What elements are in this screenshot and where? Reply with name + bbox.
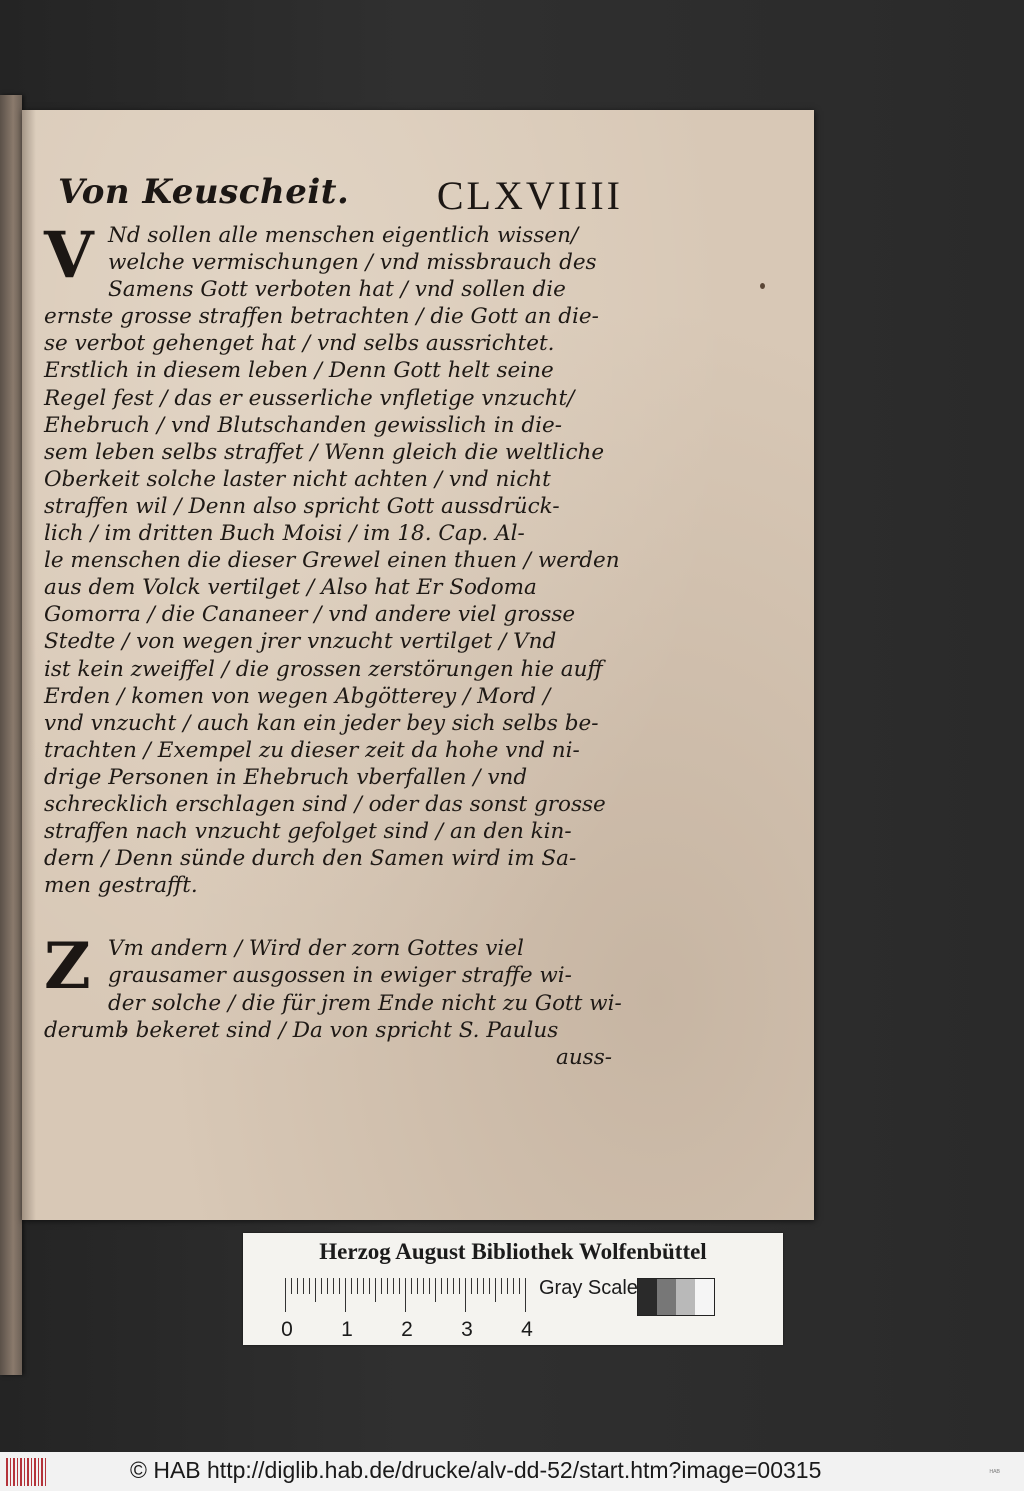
ruler-number: 0 [281, 1318, 293, 1341]
ruler-tick [501, 1278, 502, 1294]
folio-number: CLXVIIII [436, 173, 623, 218]
text-line: welche vermischungen / vnd missbrauch des [108, 250, 597, 276]
drop-initial: Z [44, 929, 91, 1004]
text-line: dern / Denn sünde durch den Samen wird im Sa- [44, 846, 577, 872]
ruler-tick [399, 1278, 400, 1294]
page-header [58, 172, 623, 222]
ruler-tick [417, 1278, 418, 1294]
ruler-number: 2 [401, 1318, 413, 1341]
text-line: Gomorra / die Cananeer / vnd andere viel grosse [44, 602, 576, 628]
text-line: ist kein zweiffel / die grossen zerstörungen hie auff [44, 656, 603, 682]
running-title: Von Keuscheit. [58, 172, 350, 212]
ruler-tick [405, 1278, 406, 1312]
footer-mark: ᴴᴬᴮ [989, 1468, 1000, 1477]
ruler-tick [375, 1278, 376, 1302]
ruler-tick [357, 1278, 358, 1294]
gray-patch [657, 1279, 676, 1315]
ruler-tick [351, 1278, 352, 1294]
ruler-tick [321, 1278, 322, 1294]
text-line: Oberkeit solche laster nicht achten / vnd nicht [44, 466, 551, 492]
gray-patch [638, 1279, 657, 1315]
ruler-tick [441, 1278, 442, 1294]
ruler-tick [447, 1278, 448, 1294]
text-line: trachten / Exempel zu dieser zeit da hohe vnd ni- [44, 737, 580, 763]
ruler-tick [519, 1278, 520, 1294]
text-line: straffen nach vnzucht gefolget sind / an den kin- [44, 819, 572, 845]
footer-bar [0, 1452, 1024, 1491]
ruler-tick [513, 1278, 514, 1294]
ruler-tick [297, 1278, 298, 1294]
drop-initial: V [44, 218, 94, 293]
text-line: derumb bekeret sind / Da von spricht S. Paulus [44, 1017, 559, 1043]
ruler-tick [411, 1278, 412, 1294]
text-line: schrecklich erschlagen sind / oder das sonst grosse [44, 791, 606, 817]
color-calibration-bar [243, 1233, 783, 1345]
text-line: Nd sollen alle menschen eigentlich wissen/ [108, 223, 579, 248]
barcode-logo-icon [6, 1458, 46, 1486]
ruler-tick [459, 1278, 460, 1294]
ruler-tick [471, 1278, 472, 1294]
ruler-tick [387, 1278, 388, 1294]
ruler-tick [429, 1278, 430, 1294]
text-line: vnd vnzucht / auch kan ein jeder bey sich selbs be- [44, 710, 599, 736]
text-line: Stedte / von wegen jrer vnzucht vertilget / Vnd [44, 629, 557, 655]
catchword: auss- [556, 1044, 612, 1070]
ruler-number: 4 [521, 1318, 533, 1341]
ruler-tick [327, 1278, 328, 1294]
ruler-tick [291, 1278, 292, 1294]
text-line: Ehebruch / vnd Blutschanden gewisslich in die- [44, 412, 562, 438]
text-line: der solche / die für jrem Ende nicht zu Gott wi- [108, 990, 622, 1016]
gray-patch [695, 1279, 714, 1315]
text-line: ernste grosse straffen betrachten / die Gott an die- [44, 304, 599, 330]
text-line: sem leben selbs straffet / Wenn gleich die weltliche [44, 439, 605, 465]
ruler-tick [453, 1278, 454, 1294]
text-line: Regel fest / das er eusserliche vnfletige vnzucht/ [44, 385, 575, 411]
ruler-tick [345, 1278, 346, 1312]
text-line: Erden / komen von wegen Abgötterey / Mord / [44, 683, 551, 709]
ruler-tick [483, 1278, 484, 1294]
gray-scale-patches [637, 1278, 715, 1316]
ruler [285, 1278, 525, 1312]
calibration-title: Herzog August Bibliothek Wolfenbüttel [319, 1239, 707, 1264]
ruler-tick [495, 1278, 496, 1302]
text-line: lich / im dritten Buch Moisi / im 18. Cap. Al- [44, 521, 525, 547]
ruler-tick [393, 1278, 394, 1294]
ruler-tick [363, 1278, 364, 1294]
ruler-tick [381, 1278, 382, 1294]
text-line: aus dem Volck vertilget / Also hat Er Sodoma [44, 575, 537, 601]
text-line: drige Personen in Ehebruch vberfallen / vnd [44, 764, 528, 790]
ruler-tick [339, 1278, 340, 1294]
text-line: Samens Gott verboten hat / vnd sollen die [108, 277, 566, 303]
text-line: grausamer ausgossen in ewiger straffe wi- [108, 963, 572, 989]
gray-patch [676, 1279, 695, 1315]
ruler-tick [333, 1278, 334, 1294]
gray-scale-label: Gray Scale [539, 1277, 638, 1299]
ruler-tick [309, 1278, 310, 1294]
ruler-tick [525, 1278, 526, 1312]
text-line: men gestrafft. [44, 873, 198, 899]
ruler-tick [303, 1278, 304, 1294]
ruler-tick [489, 1278, 490, 1294]
text-line: se verbot gehenget hat / vnd selbs aussrichtet. [44, 331, 555, 357]
page-gutter-shadow [22, 110, 36, 1220]
ruler-tick [285, 1278, 286, 1312]
ruler-tick [435, 1278, 436, 1302]
ruler-tick [315, 1278, 316, 1302]
text-line: le menschen die dieser Grewel einen thuen / werden [44, 548, 620, 574]
ruler-number: 3 [461, 1318, 473, 1341]
ruler-tick [507, 1278, 508, 1294]
ruler-tick [477, 1278, 478, 1294]
text-line: Erstlich in diesem leben / Denn Gott helt seine [44, 358, 554, 384]
previous-page-edge [0, 95, 22, 1375]
ruler-tick [369, 1278, 370, 1294]
text-line: straffen wil / Denn also spricht Gott aussdrück- [44, 493, 560, 519]
ruler-number: 1 [341, 1318, 353, 1341]
text-line: Vm andern / Wird der zorn Gottes viel [108, 936, 524, 962]
copyright-url[interactable]: © HAB http://diglib.hab.de/drucke/alv-dd-52/start.htm?image=00315 [130, 1457, 822, 1483]
ruler-tick [423, 1278, 424, 1294]
paragraph-gap [44, 899, 624, 935]
ruler-tick [465, 1278, 466, 1312]
paper-speck [760, 283, 765, 289]
body-text [44, 218, 624, 1071]
